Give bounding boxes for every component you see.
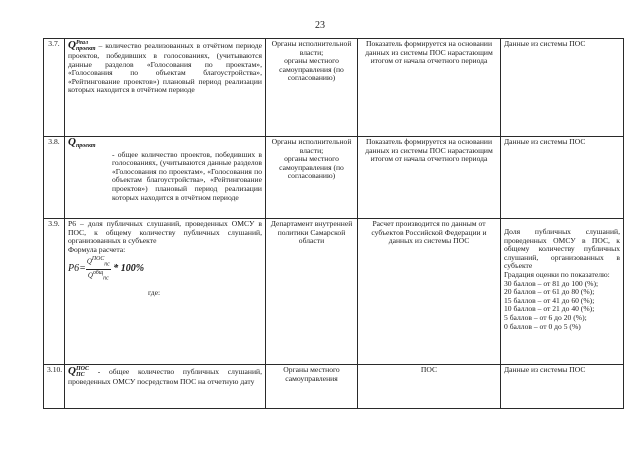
indicator-description: $Q_{проект}$ - общее количество проектов, победивших в голосованиях, (учитываются данные разделов «Голосования по проектам», «Голосования по объектам благоустройства», «Рейтингование проектов») плановый период реализации которых находится в отчётном периоде <box>65 137 266 219</box>
indicators-table <box>43 38 624 409</box>
table-row <box>44 137 624 219</box>
responsible-cell: Органы исполнительной власти; органы местного самоуправления (по согласованию) <box>266 39 358 137</box>
method-cell: Показатель формируется на основании данных из системы ПОС нарастающим итогом от начала отчетного периода <box>358 39 501 137</box>
symbol: Q <box>68 364 76 377</box>
method-cell: Расчет производится по данным от субъектов Российской Федерации и данных из системы ПОС <box>358 219 501 365</box>
source-cell: Данные из системы ПОС <box>501 137 624 219</box>
symbol: Q <box>68 38 76 51</box>
symbol: Q <box>68 136 76 148</box>
formula: Р6= $\frac{Q^{ПОС}_{пс}}{Q^{общ}_{пс}}$ * 100% <box>68 256 145 282</box>
formula-fraction: $\frac{Q^{ПОС}_{пс}}{Q^{общ}_{пс}}$ <box>86 256 110 282</box>
source-cell: Доля публичных слушаний, проведенных ОМСУ в ПОС, к общему количеству публичных слушаний, организованных в субъекте Градация оценки по показателю: 30 баллов – от 81 до 100 (%); 20 баллов – от 61 до 80 (%); 15 баллов – от 41 до 60 (%); 10 баллов – от 21 до 40 (%); 5 баллов – от 6 до 20 (%); 0 баллов – от 0 до 5 (%) <box>501 219 624 365</box>
responsible-cell: Департамент внутренней политики Самарской области <box>266 219 358 365</box>
indicator-description: Q Реал проект – количество реализованных в отчётном периоде проектов, победивших в голосованиях, (учитываются данные разделов «Голосования по проектам», «Голосования по объектам благоустройства», «Рейтингование проектов») плановый период реализации которых находится в отчётном периоде <box>65 39 266 137</box>
source-cell: Данные из системы ПОС <box>501 365 624 409</box>
source-cell: Данные из системы ПОС <box>501 39 624 137</box>
method-cell: ПОС <box>358 365 501 409</box>
responsible-cell: Органы местного самоуправления <box>266 365 358 409</box>
row-number: 3.10. <box>44 365 65 409</box>
method-cell: Показатель формируется на основании данных из системы ПОС нарастающим итогом от начала отчетного периода <box>358 137 501 219</box>
responsible-cell: Органы исполнительной власти; органы местного самоуправления (по согласованию) <box>266 137 358 219</box>
indicator-description: Q ПОС ПС - общее количество публичных слушаний, проведенных ОМСУ посредством ПОС на отчетную дату <box>65 365 266 409</box>
row-number: 3.7. <box>44 39 65 137</box>
page-number: 23 <box>315 20 325 31</box>
row-number: 3.8. <box>44 137 65 219</box>
table-row <box>44 365 624 409</box>
indicator-description: Р6 – доля публичных слушаний, проведенных ОМСУ в ПОС, к общему количеству публичных слушаний, организованных в субъекте Формула расчета: Р6= $\frac{Q^{ПОС}_{пс}}{Q^{общ}_{пс}}$ * 100% где: <box>65 219 266 365</box>
table-row <box>44 39 624 137</box>
table-row <box>44 219 624 365</box>
row-number: 3.9. <box>44 219 65 365</box>
